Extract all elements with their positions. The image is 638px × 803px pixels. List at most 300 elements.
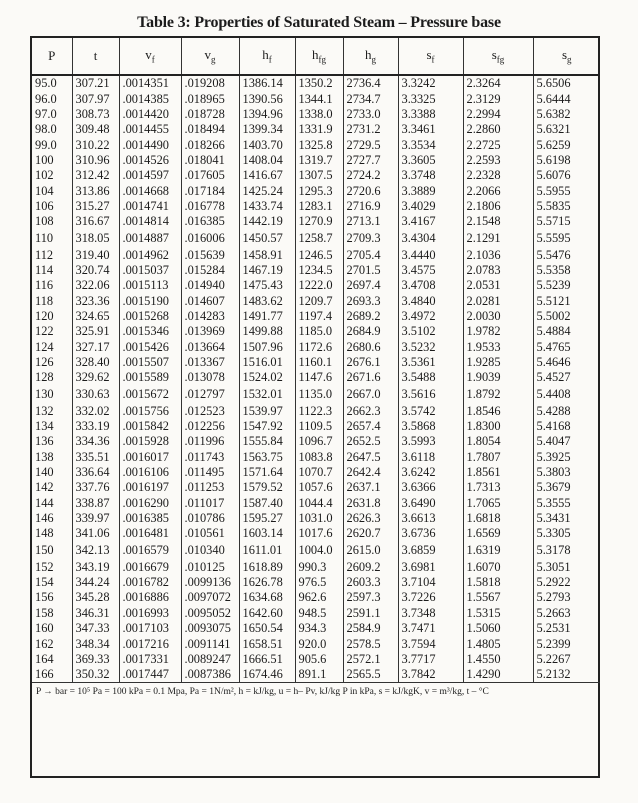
table-cell: .011996 <box>181 434 239 449</box>
table-cell: 2720.6 <box>343 183 398 198</box>
table-cell: 98.0 <box>32 122 72 137</box>
table-cell: 976.5 <box>295 575 343 590</box>
table-row <box>32 199 600 214</box>
table-cell: 2689.2 <box>343 309 398 324</box>
table-cell: 1.6319 <box>463 542 533 560</box>
table-cell: .0016290 <box>119 496 181 511</box>
table-cell: 1.4550 <box>463 652 533 667</box>
table-cell: .010786 <box>181 511 239 526</box>
table-cell: .0014526 <box>119 153 181 168</box>
table-cell: 140 <box>32 465 72 480</box>
table-cell: .0016106 <box>119 465 181 480</box>
table-cell: 2.2328 <box>463 168 533 183</box>
table-cell: 3.4440 <box>398 247 463 262</box>
table-row <box>32 278 600 293</box>
table-cell: 307.97 <box>72 91 119 106</box>
table-cell: 3.4840 <box>398 293 463 308</box>
table-cell: 2709.3 <box>343 229 398 247</box>
table-cell: .0016993 <box>119 606 181 621</box>
table-cell: 318.05 <box>72 229 119 247</box>
table-cell: 156 <box>32 590 72 605</box>
table-cell: .0014455 <box>119 122 181 137</box>
column-header-symbol: h <box>262 47 269 63</box>
table-cell: .0089247 <box>181 652 239 667</box>
table-cell: .0015507 <box>119 355 181 370</box>
table-cell: .0015113 <box>119 278 181 293</box>
table-cell: 1172.6 <box>295 340 343 355</box>
table-cell: 1467.19 <box>239 263 295 278</box>
table-cell: 2.1036 <box>463 247 533 262</box>
table-row <box>32 263 600 278</box>
table-cell: 5.5476 <box>536 247 571 262</box>
table-cell: 347.33 <box>72 621 119 636</box>
table-cell: 1.7065 <box>463 496 533 511</box>
table-cell: 2731.2 <box>343 122 398 137</box>
table-cell: 1450.57 <box>239 229 295 247</box>
table-cell: 1057.6 <box>295 480 343 495</box>
table-cell: 1442.19 <box>239 214 295 229</box>
table-cell: .012256 <box>181 419 239 434</box>
table-row <box>32 419 600 434</box>
table-cell: 2713.1 <box>343 214 398 229</box>
table-cell: 3.7594 <box>398 636 463 651</box>
table-cell: 920.0 <box>295 636 343 651</box>
table-cell: 5.2399 <box>536 636 571 651</box>
table-cell: 334.36 <box>72 434 119 449</box>
table-cell: 1307.5 <box>295 168 343 183</box>
table-cell: .0015672 <box>119 386 181 404</box>
table-cell: 1603.14 <box>239 526 295 541</box>
table-cell: 3.4708 <box>398 278 463 293</box>
table-cell: .0014385 <box>119 91 181 106</box>
table-cell: 3.3748 <box>398 168 463 183</box>
table-cell: 5.4408 <box>536 387 571 402</box>
table-cell: 3.5232 <box>398 340 463 355</box>
table-cell: .0017447 <box>119 667 181 683</box>
table-cell: 1.8054 <box>463 434 533 449</box>
table-cell: 1.9533 <box>463 340 533 355</box>
table-cell: 3.5742 <box>398 404 463 419</box>
table-row <box>32 324 600 339</box>
table-cell: 2.0030 <box>463 309 533 324</box>
table-cell: 1.5315 <box>463 606 533 621</box>
table-cell: 319.40 <box>72 247 119 262</box>
table-cell: 1.9782 <box>463 324 533 339</box>
table-cell: 1331.9 <box>295 122 343 137</box>
table-row <box>32 652 600 667</box>
table-cell: .0014351 <box>119 75 181 91</box>
column-header-subscript: fg <box>496 54 505 65</box>
table-cell: 308.73 <box>72 107 119 122</box>
table-cell: 3.7842 <box>398 667 463 683</box>
column-header-subscript: f <box>431 54 435 65</box>
table-cell: .0016197 <box>119 480 181 495</box>
table-cell: 2716.9 <box>343 199 398 214</box>
table-cell: .012797 <box>181 386 239 404</box>
table-cell: .0087386 <box>181 667 239 683</box>
table-row <box>32 465 600 480</box>
table-cell: .016006 <box>181 229 239 247</box>
table-cell: .015639 <box>181 247 239 262</box>
table-cell: .0016782 <box>119 575 181 590</box>
table-cell: 144 <box>32 496 72 511</box>
column-header-symbol: s <box>561 47 568 63</box>
table-cell: 3.6613 <box>398 511 463 526</box>
table-cell: 905.6 <box>295 652 343 667</box>
table-cell: 146 <box>32 511 72 526</box>
table-cell: 1.5060 <box>463 621 533 636</box>
table-cell: 2647.5 <box>343 450 398 465</box>
column-header <box>398 38 463 75</box>
table-cell: 1031.0 <box>295 511 343 526</box>
table-cell: 1650.54 <box>239 621 295 636</box>
table-cell: 2591.1 <box>343 606 398 621</box>
table-cell: 2565.5 <box>343 667 398 683</box>
table-row <box>32 496 600 511</box>
table-row <box>32 386 600 404</box>
table-cell: 316.67 <box>72 214 119 229</box>
table-cell: 2705.4 <box>343 247 398 262</box>
table-cell: 166 <box>32 667 72 683</box>
column-header <box>119 38 181 75</box>
table-cell: 5.5715 <box>536 214 571 229</box>
table-cell: 1394.96 <box>239 107 295 122</box>
table-cell: 5.3925 <box>536 449 571 464</box>
table-cell: 1.7807 <box>463 450 533 465</box>
table-cell: .013969 <box>181 324 239 339</box>
table-cell: 5.5955 <box>536 183 571 198</box>
table-cell: 341.06 <box>72 526 119 541</box>
table-row <box>32 370 600 385</box>
table-cell: 1044.4 <box>295 496 343 511</box>
table-cell: 150 <box>32 542 72 560</box>
table-cell: .0017216 <box>119 636 181 651</box>
table-cell: 1618.89 <box>239 560 295 575</box>
table-cell: .0017331 <box>119 652 181 667</box>
table-cell: 136 <box>32 434 72 449</box>
column-header <box>295 38 343 75</box>
table-cell: 2662.3 <box>343 404 398 419</box>
table-cell: 5.4047 <box>536 434 571 449</box>
table-cell: 1246.5 <box>295 247 343 262</box>
table-cell: 3.4029 <box>398 199 463 214</box>
table-cell: 126 <box>32 355 72 370</box>
table-cell: 2.2066 <box>463 183 533 198</box>
header-row <box>32 38 600 75</box>
table-cell: 2.1291 <box>463 229 533 247</box>
table-row <box>32 526 600 541</box>
table-cell: .0016017 <box>119 450 181 465</box>
table-cell: 3.6118 <box>398 450 463 465</box>
table-cell: 1539.97 <box>239 404 295 419</box>
table-cell: 323.36 <box>72 293 119 308</box>
table-cell: 3.5868 <box>398 419 463 434</box>
table-cell: 342.13 <box>72 542 119 560</box>
table-cell: 5.5595 <box>536 230 571 245</box>
table-cell: 1.6818 <box>463 511 533 526</box>
table-cell: 95.0 <box>32 75 72 91</box>
table-cell: 130 <box>32 386 72 404</box>
table-cell: .013078 <box>181 370 239 385</box>
table-cell: .017605 <box>181 168 239 183</box>
table-cell: 5.4765 <box>536 339 571 354</box>
table-cell: 1083.8 <box>295 450 343 465</box>
table-cell: 2.2994 <box>463 107 533 122</box>
table-cell: 5.3555 <box>536 495 571 510</box>
table-cell: 346.31 <box>72 606 119 621</box>
table-cell: 3.7717 <box>398 652 463 667</box>
table-cell: 2.3129 <box>463 91 533 106</box>
table-cell: 2697.4 <box>343 278 398 293</box>
table-cell: .017184 <box>181 183 239 198</box>
table-row <box>32 247 600 262</box>
table-cell: 3.6981 <box>398 560 463 575</box>
table-cell: 5.3803 <box>536 465 571 480</box>
column-header-subscript: f <box>268 54 272 65</box>
column-header-symbol: P <box>48 48 56 63</box>
table-cell: 3.3534 <box>398 137 463 152</box>
table-row <box>32 404 600 419</box>
table-cell: 310.96 <box>72 153 119 168</box>
table-cell: 310.22 <box>72 137 119 152</box>
table-cell: 2676.1 <box>343 355 398 370</box>
table-cell: 1283.1 <box>295 199 343 214</box>
table-cell: 1344.1 <box>295 91 343 106</box>
table-cell: 330.63 <box>72 386 119 404</box>
table-cell: 1425.24 <box>239 183 295 198</box>
table-cell: .018266 <box>181 137 239 152</box>
table-row <box>32 183 600 198</box>
table-cell: 106 <box>32 199 72 214</box>
table-cell: 369.33 <box>72 652 119 667</box>
column-header-symbol: v <box>145 47 152 63</box>
table-cell: 2701.5 <box>343 263 398 278</box>
table-cell: 2693.3 <box>343 293 398 308</box>
table-cell: .016385 <box>181 214 239 229</box>
table-row <box>32 606 600 621</box>
table-cell: 1595.27 <box>239 511 295 526</box>
table-cell: 309.48 <box>72 122 119 137</box>
table-cell: 1185.0 <box>295 324 343 339</box>
table-cell: 5.4646 <box>536 355 571 370</box>
table-cell: 2.2593 <box>463 153 533 168</box>
table-cell: 1.4805 <box>463 636 533 651</box>
table-cell: .011495 <box>181 465 239 480</box>
table-cell: .015284 <box>181 263 239 278</box>
table-cell: 5.2531 <box>536 621 571 636</box>
table-cell: .016778 <box>181 199 239 214</box>
table-cell: 134 <box>32 419 72 434</box>
table-row <box>32 480 600 495</box>
table-cell: 1.9285 <box>463 355 533 370</box>
table-cell: 1390.56 <box>239 91 295 106</box>
table-row <box>32 434 600 449</box>
table-cell: .014283 <box>181 309 239 324</box>
table-cell: .0015589 <box>119 370 181 385</box>
table-cell: .018041 <box>181 153 239 168</box>
table-cell: 1399.34 <box>239 122 295 137</box>
table-cell: 5.2267 <box>536 651 571 666</box>
table-cell: 962.6 <box>295 590 343 605</box>
table-cell: 2680.6 <box>343 340 398 355</box>
table-cell: .010125 <box>181 560 239 575</box>
table-cell: 328.40 <box>72 355 119 370</box>
table-cell: .0093075 <box>181 621 239 636</box>
table-cell: 5.6506 <box>536 76 571 91</box>
table-cell: 1563.75 <box>239 450 295 465</box>
table-cell: 104 <box>32 183 72 198</box>
steam-table-frame <box>30 36 600 778</box>
table-cell: 2584.9 <box>343 621 398 636</box>
table-cell: .0016679 <box>119 560 181 575</box>
column-header-subscript: fg <box>318 54 326 65</box>
column-header <box>72 38 119 75</box>
table-cell: .0014887 <box>119 229 181 247</box>
table-cell: 1483.62 <box>239 293 295 308</box>
table-row <box>32 450 600 465</box>
table-cell: 2.1806 <box>463 199 533 214</box>
table-cell: 1642.60 <box>239 606 295 621</box>
table-cell: 5.6444 <box>536 91 571 106</box>
table-cell: .0017103 <box>119 621 181 636</box>
table-cell: 3.7348 <box>398 606 463 621</box>
table-cell: .0015426 <box>119 340 181 355</box>
table-cell: 337.76 <box>72 480 119 495</box>
table-cell: 1.5567 <box>463 590 533 605</box>
table-cell: .0014597 <box>119 168 181 183</box>
table-cell: 2.0783 <box>463 263 533 278</box>
table-cell: 315.27 <box>72 199 119 214</box>
table-cell: 2572.1 <box>343 652 398 667</box>
table-cell: 1674.46 <box>239 667 295 683</box>
table-cell: 1096.7 <box>295 434 343 449</box>
column-header <box>32 38 72 75</box>
table-cell: 1499.88 <box>239 324 295 339</box>
table-row <box>32 153 600 168</box>
table-cell: 1.6569 <box>463 526 533 541</box>
table-cell: 5.5358 <box>536 262 571 277</box>
table-cell: 5.3305 <box>536 526 571 541</box>
table-cell: .0097072 <box>181 590 239 605</box>
table-cell: 5.6382 <box>536 106 571 121</box>
table-cell: .0095052 <box>181 606 239 621</box>
table-cell: .013367 <box>181 355 239 370</box>
table-row <box>32 309 600 324</box>
table-cell: .0016385 <box>119 511 181 526</box>
table-cell: 96.0 <box>32 91 72 106</box>
table-cell: .0014814 <box>119 214 181 229</box>
table-row <box>32 137 600 152</box>
table-cell: 5.3178 <box>536 543 571 558</box>
table-cell: 1325.8 <box>295 137 343 152</box>
table-cell: 5.2132 <box>536 667 571 682</box>
table-cell: 1571.64 <box>239 465 295 480</box>
table-cell: 152 <box>32 560 72 575</box>
table-cell: 1626.78 <box>239 575 295 590</box>
table-cell: 5.6321 <box>536 122 571 137</box>
table-cell: 142 <box>32 480 72 495</box>
table-cell: 99.0 <box>32 137 72 152</box>
table-cell: 1386.14 <box>239 75 295 91</box>
table-cell: 1209.7 <box>295 293 343 308</box>
column-header <box>463 38 533 75</box>
table-cell: 3.3325 <box>398 91 463 106</box>
table-cell: .0015037 <box>119 263 181 278</box>
table-cell: .018965 <box>181 91 239 106</box>
table-cell: 110 <box>32 229 72 247</box>
table-cell: 312.42 <box>72 168 119 183</box>
table-cell: 5.6259 <box>536 137 571 152</box>
table-cell: 348.34 <box>72 636 119 651</box>
table-cell: 154 <box>32 575 72 590</box>
table-cell: 3.5361 <box>398 355 463 370</box>
table-cell: 3.6490 <box>398 496 463 511</box>
column-header-symbol: v <box>204 47 211 63</box>
table-cell: 5.5239 <box>536 278 571 293</box>
table-cell: 1587.40 <box>239 496 295 511</box>
table-cell: 138 <box>32 450 72 465</box>
column-header-symbol: s <box>491 47 497 63</box>
table-cell: 324.65 <box>72 309 119 324</box>
table-cell: 934.3 <box>295 621 343 636</box>
table-cell: 2727.7 <box>343 153 398 168</box>
table-cell: 3.7104 <box>398 575 463 590</box>
table-cell: .018494 <box>181 122 239 137</box>
table-cell: .011017 <box>181 496 239 511</box>
table-cell: 891.1 <box>295 667 343 683</box>
table-cell: 2667.0 <box>343 386 398 404</box>
table-cell: .019208 <box>181 75 239 91</box>
table-cell: 3.6859 <box>398 542 463 560</box>
table-cell: .0014962 <box>119 247 181 262</box>
table-cell: 345.28 <box>72 590 119 605</box>
table-cell: 3.5616 <box>398 386 463 404</box>
table-cell: 3.6736 <box>398 526 463 541</box>
table-cell: 344.24 <box>72 575 119 590</box>
table-cell: .0091141 <box>181 636 239 651</box>
table-cell: 3.5488 <box>398 370 463 385</box>
table-cell: 118 <box>32 293 72 308</box>
table-row <box>32 91 600 106</box>
table-cell: 2.0531 <box>463 278 533 293</box>
table-cell: 1475.43 <box>239 278 295 293</box>
table-cell: 1234.5 <box>295 263 343 278</box>
table-cell: 5.4527 <box>536 370 571 385</box>
table-cell: 164 <box>32 652 72 667</box>
table-cell: 322.06 <box>72 278 119 293</box>
table-cell: 2684.9 <box>343 324 398 339</box>
table-cell: .0014741 <box>119 199 181 214</box>
table-row <box>32 511 600 526</box>
table-cell: 1491.77 <box>239 309 295 324</box>
column-header-symbol: s <box>426 47 432 63</box>
table-cell: 3.3889 <box>398 183 463 198</box>
table-row <box>32 560 600 575</box>
table-cell: 2.0281 <box>463 293 533 308</box>
table-cell: 2597.3 <box>343 590 398 605</box>
table-cell: .010340 <box>181 542 239 560</box>
table-cell: 5.5121 <box>536 293 571 308</box>
table-cell: .0015928 <box>119 434 181 449</box>
table-cell: 2.2725 <box>463 137 533 152</box>
table-cell: 327.17 <box>72 340 119 355</box>
table-cell: 2631.8 <box>343 496 398 511</box>
table-cell: 5.2922 <box>536 575 571 590</box>
table-cell: 3.3461 <box>398 122 463 137</box>
table-cell: 5.5835 <box>536 198 571 213</box>
table-row <box>32 621 600 636</box>
table-cell: 2733.0 <box>343 107 398 122</box>
